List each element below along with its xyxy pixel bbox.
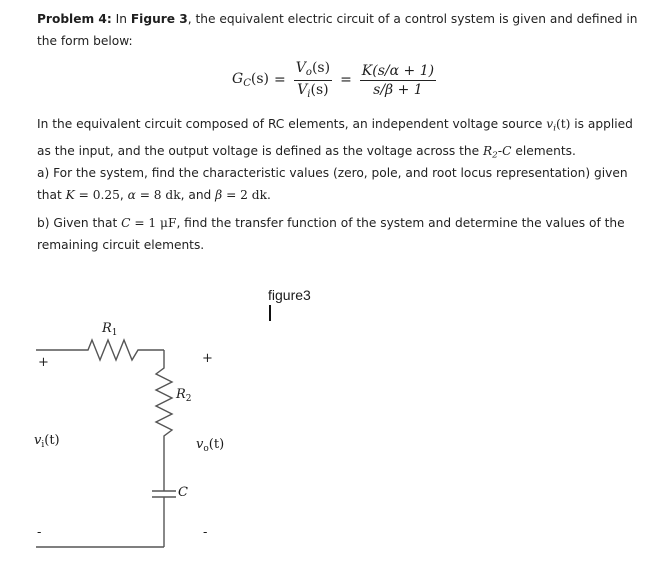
eq-fraction-gain: $\frac{K(s/\alpha + 1)}{s/\beta + 1}$ [361, 62, 435, 98]
output-voltage-label: $v_o(t)$ [196, 437, 225, 454]
eq-sign-2: = [340, 72, 352, 88]
output-minus: - [203, 525, 208, 540]
output-plus: + [202, 351, 213, 366]
part-b-label: b) [37, 216, 50, 230]
part-b: b) Given that C = 1 μF, find the transfer function of the system and determine the values of the remaining circuit elements. [37, 216, 625, 252]
problem-intro-text-2: , the equivalent electric circuit of a control system is given and defined in the form below: [37, 12, 638, 48]
top-wire [36, 340, 164, 360]
part-a-label: a) [37, 166, 50, 180]
r2-label: $R_2$ [176, 387, 192, 404]
transfer-function-equation [232, 60, 439, 100]
r2-branch [156, 350, 172, 491]
input-voltage-label: $v_i(t)$ [34, 433, 60, 450]
part-a: a) For the system, find the characteristic values (zero, pole, and root locus representation) given that K = 0.25, α = 8 dk, and β = 2 dk. [37, 166, 628, 202]
input-minus: - [37, 525, 42, 540]
circuit-description: In the equivalent circuit composed of RC elements, an independent voltage source $v_i(t)$ is applied as the input, and the output voltage is defined as the voltage across the $R_2-C$ elements. [37, 117, 633, 161]
problem-intro-text: In [111, 12, 131, 26]
problem-statement [37, 8, 647, 52]
problem-label: Problem 4: [37, 12, 112, 26]
eq-sign-1: = [274, 72, 286, 88]
eq-lhs: $G_C(s)$ [232, 70, 270, 89]
capacitor-label: C [178, 485, 188, 500]
figure-label: figure3 [268, 287, 311, 303]
rc-circuit-diagram [30, 300, 270, 562]
r1-label: $R_1$ [102, 321, 118, 338]
figure-reference: Figure 3 [130, 12, 188, 26]
eq-fraction-voltage-ratio: $\frac{V_o(s)}{V_i(s)}$ [295, 60, 331, 100]
input-plus: + [38, 355, 49, 370]
